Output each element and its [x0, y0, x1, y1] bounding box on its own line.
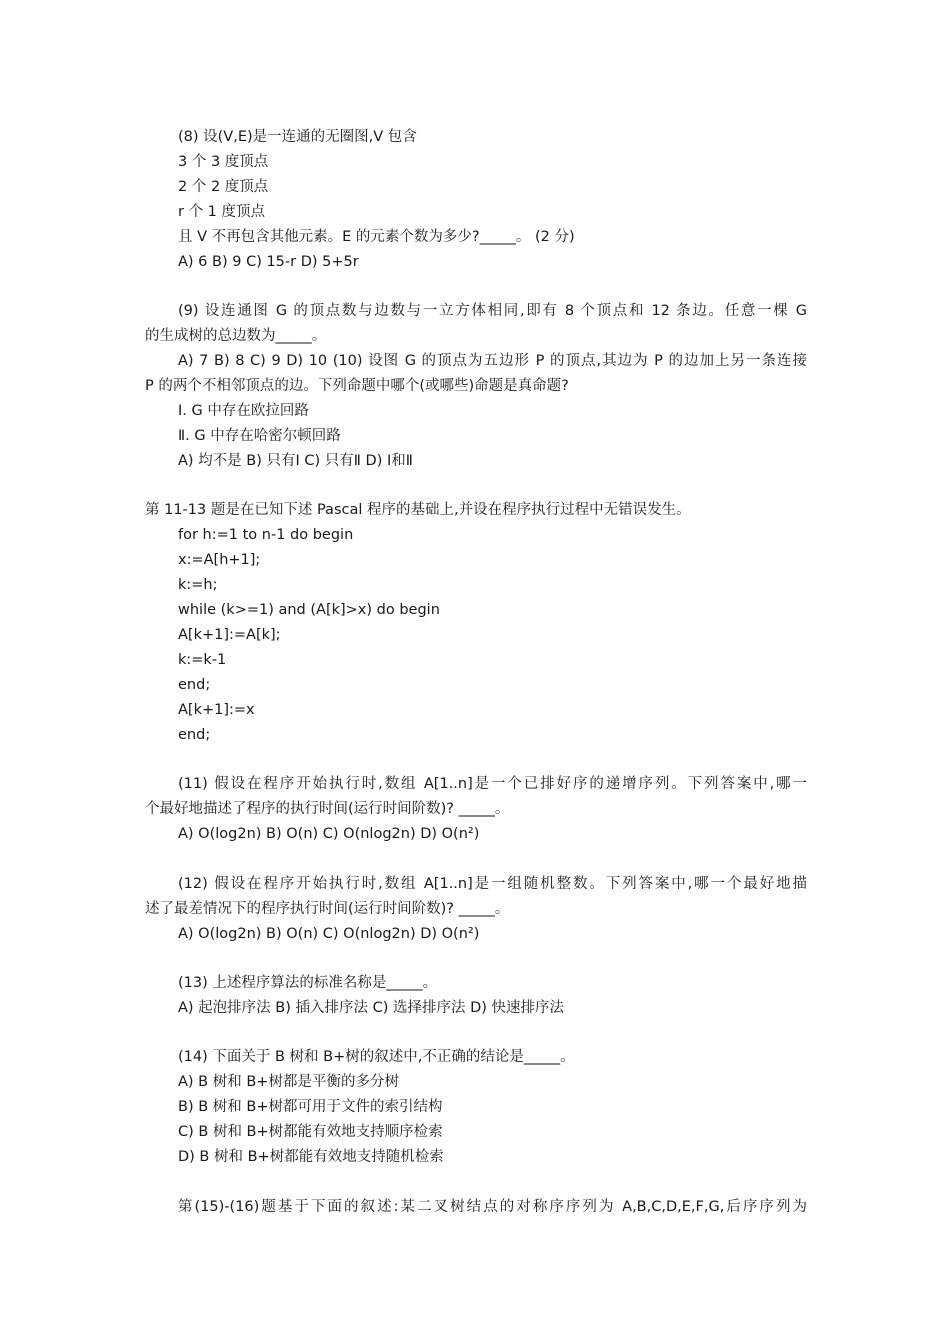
code-line: end; [178, 727, 211, 743]
q10-item-1: Ⅰ. G 中存在欧拉回路 [178, 403, 309, 419]
code-line: A[k+1]:=A[k]; [178, 627, 281, 643]
intro-11-13: 第 11-13 题是在已知下述 Pascal 程序的基础上,并设在程序执行过程中无错误发生。 [145, 502, 691, 518]
code-line: end; [178, 677, 211, 693]
q13-options: A) 起泡排序法 B) 插入排序法 C) 选择排序法 D) 快速排序法 [178, 1000, 565, 1016]
q8-line-3: 2 个 2 度顶点 [178, 179, 269, 195]
q10-item-2: Ⅱ. G 中存在哈密尔顿回路 [178, 428, 341, 444]
code-line: k:=h; [178, 577, 218, 593]
code-line: x:=A[h+1]; [178, 552, 261, 568]
q12-options: A) O(log2n) B) O(n) C) O(nlog2n) D) O(n²) [178, 926, 480, 942]
q10-line-2: P 的两个不相邻顶点的边。下列命题中哪个(或哪些)命题是真命题? [145, 378, 569, 394]
q14-option-c: C) B 树和 B+树都能有效地支持顺序检索 [178, 1124, 443, 1140]
code-line: while (k>=1) and (A[k]>x) do begin [178, 602, 440, 618]
q9-line-1: (9) 设连通图 G 的顶点数与边数与一立方体相同,即有 8 个顶点和 12 条边。任意一棵 G [178, 303, 807, 319]
q11-line-2: 个最好地描述了程序的执行时间(运行时间阶数)? _____。 [145, 801, 510, 817]
q11-line-1: (11) 假设在程序开始执行时,数组 A[1..n]是一个已排好序的递增序列。下列答案中,哪一 [178, 776, 807, 792]
q14-option-b: B) B 树和 B+树都可用于文件的索引结构 [178, 1099, 443, 1115]
q8-line-1: (8) 设(V,E)是一连通的无圈图,V 包含 [178, 129, 417, 145]
code-line: A[k+1]:=x [178, 702, 255, 718]
q10-options: A) 均不是 B) 只有Ⅰ C) 只有Ⅱ D) Ⅰ和Ⅱ [178, 453, 413, 469]
q8-line-5: 且 V 不再包含其他元素。E 的元素个数为多少?_____。 (2 分) [178, 229, 575, 245]
q13-line-1: (13) 上述程序算法的标准名称是_____。 [178, 975, 438, 991]
q12-line-2: 述了最差情况下的程序执行时间(运行时间阶数)? _____。 [145, 901, 510, 917]
q12-line-1: (12) 假设在程序开始执行时,数组 A[1..n]是一组随机整数。下列答案中,哪一个最好地描 [178, 876, 807, 892]
q14-line-1: (14) 下面关于 B 树和 B+树的叙述中,不正确的结论是_____。 [178, 1049, 575, 1065]
q11-options: A) O(log2n) B) O(n) C) O(nlog2n) D) O(n²) [178, 826, 480, 842]
q8-line-2: 3 个 3 度顶点 [178, 154, 269, 170]
q8-line-4: r 个 1 度顶点 [178, 204, 266, 220]
q9-line-2: 的生成树的总边数为_____。 [145, 328, 327, 344]
q10-line-1: A) 7 B) 8 C) 9 D) 10 (10) 设图 G 的顶点为五边形 P 的顶点,其边为 P 的边加上另一条连接 [178, 353, 807, 369]
code-line: for h:=1 to n-1 do begin [178, 527, 354, 543]
q14-option-a: A) B 树和 B+树都是平衡的多分树 [178, 1074, 399, 1090]
q8-options: A) 6 B) 9 C) 15-r D) 5+5r [178, 254, 359, 270]
code-line: k:=k-1 [178, 652, 227, 668]
q14-option-d: D) B 树和 B+树都能有效地支持随机检索 [178, 1149, 444, 1165]
intro-15-16: 第(15)-(16)题基于下面的叙述:某二叉树结点的对称序序列为 A,B,C,D,E,F,G,后序序列为 [178, 1199, 807, 1215]
